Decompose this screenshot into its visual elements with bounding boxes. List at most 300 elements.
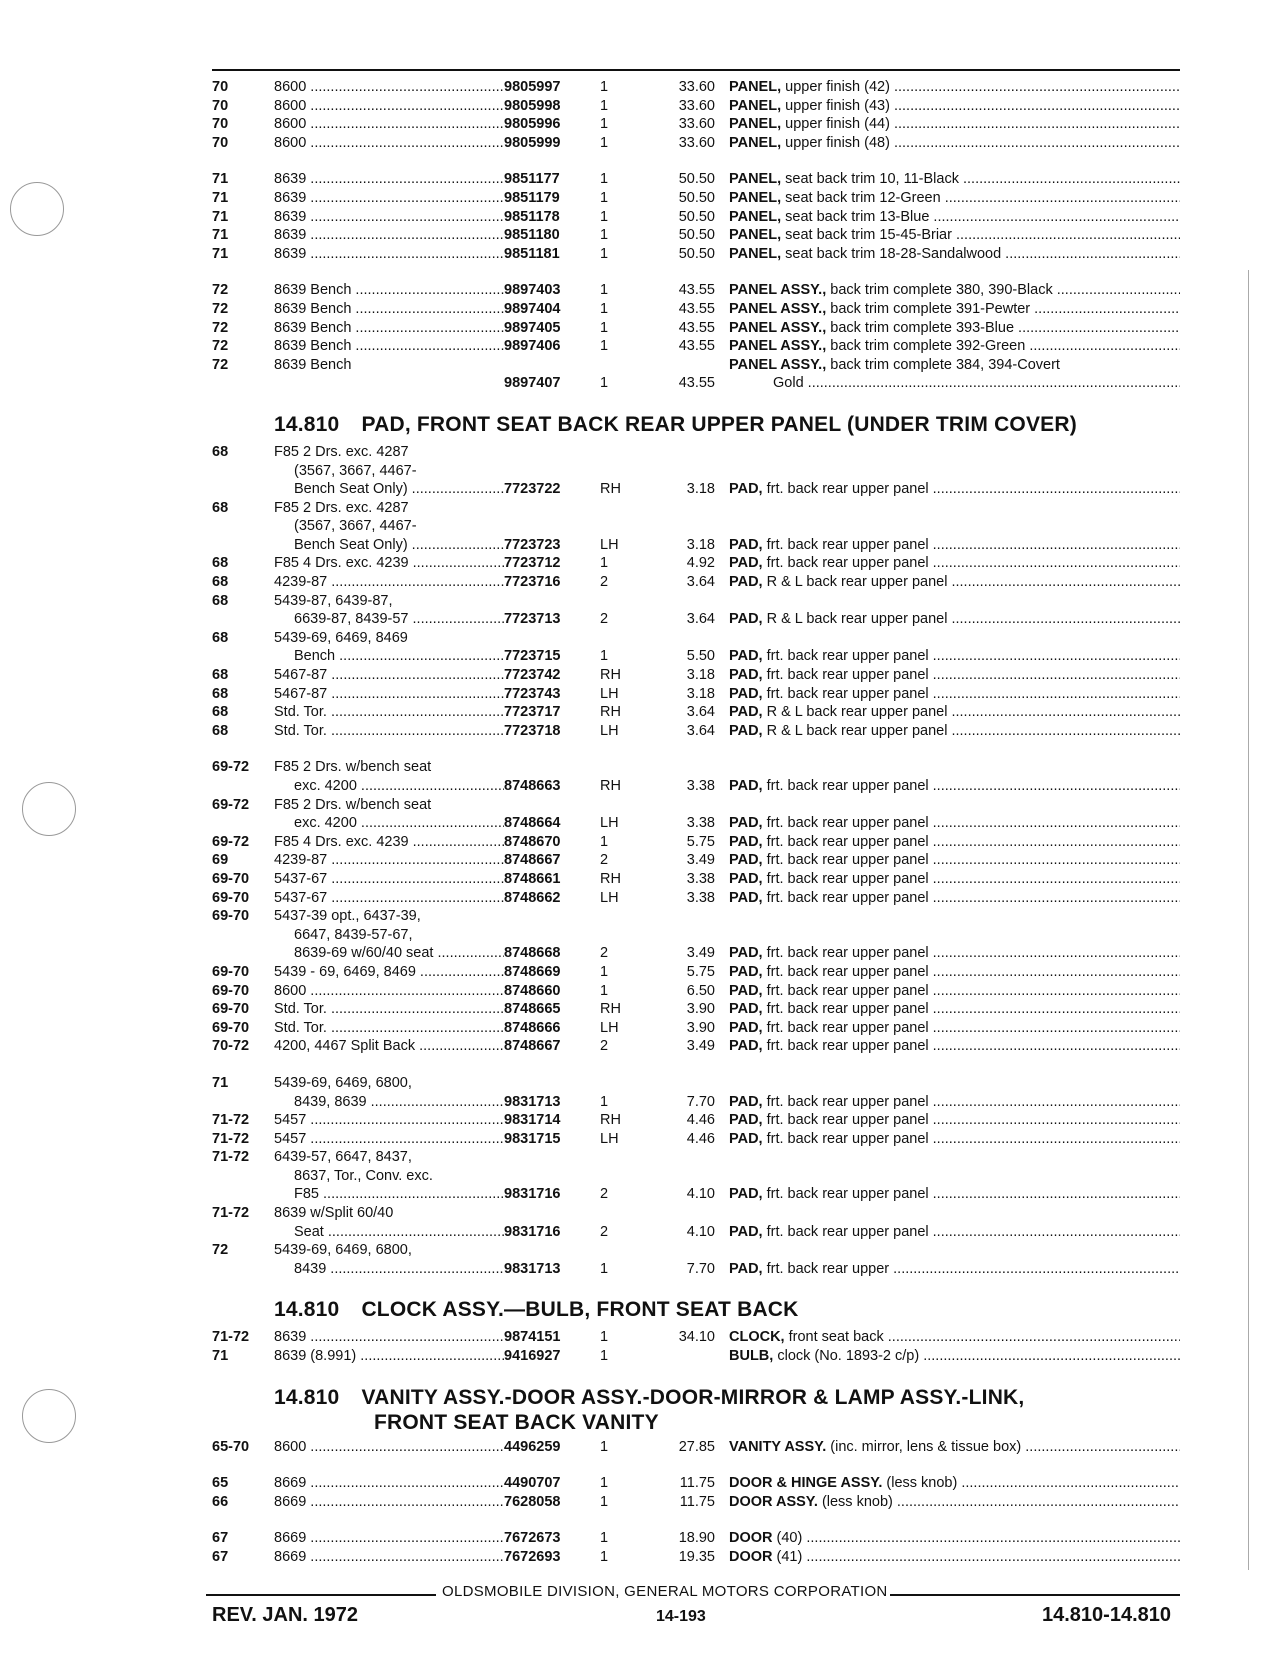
model-application [274, 1130, 504, 1149]
quantity [594, 796, 634, 815]
model-text: 8639 ..... [274, 1329, 504, 1345]
description-key: PANEL ASSY., [729, 300, 827, 317]
model-year: 69-70 [212, 889, 250, 906]
part-number [504, 1241, 594, 1260]
description-text: frt. back rear upper panel ..... [767, 815, 1180, 831]
table-row [212, 777, 1180, 796]
part-description [729, 1093, 1180, 1112]
model-application [274, 337, 504, 356]
model-application [274, 226, 504, 245]
model-year: 65 [212, 1475, 229, 1492]
table-row [212, 1529, 1180, 1548]
model-year [212, 1093, 274, 1112]
table-row [212, 1548, 1180, 1567]
table-row [212, 796, 1180, 815]
part-number: 9831714 [504, 1112, 561, 1129]
table-row [212, 1328, 1180, 1347]
model-application [274, 982, 504, 1001]
part-description [729, 170, 1180, 189]
entry-group [212, 1074, 1180, 1279]
section-title [212, 1384, 1180, 1434]
list-price [634, 517, 729, 536]
model-application [274, 592, 504, 611]
description-text: frt. back rear upper ..... [767, 1261, 1180, 1277]
description-text: back trim complete 380, 390-Black ..... [830, 282, 1180, 298]
list-price [634, 592, 729, 611]
part-number: 8748660 [504, 982, 561, 999]
model-text: 5467-87 ..... [274, 667, 504, 683]
model-text: 8639 ..... [274, 227, 504, 243]
description-key: PANEL, [729, 134, 782, 151]
footer-corporation: OLDSMOBILE DIVISION, GENERAL MOTORS CORPORATION [442, 1583, 888, 1600]
part-description [729, 1111, 1180, 1130]
part-description [729, 97, 1180, 116]
table-row [212, 1167, 1180, 1186]
model-application [274, 758, 504, 777]
quantity [594, 499, 634, 518]
part-description [729, 1223, 1180, 1242]
table-row [212, 319, 1180, 338]
table-row [212, 1474, 1180, 1493]
list-price [634, 1241, 729, 1260]
model-text: Seat ..... [294, 1224, 504, 1240]
list-price [634, 629, 729, 648]
model-text: 5457 ..... [274, 1112, 504, 1128]
quantity: 2 [600, 852, 609, 869]
list-price: 3.38 [686, 815, 715, 832]
part-number: 9805998 [504, 97, 561, 114]
part-number: 8748664 [504, 815, 561, 832]
model-text: (3567, 3667, 4467- [294, 518, 417, 535]
description-text: frt. back rear upper panel ..... [767, 1186, 1180, 1202]
list-price: 4.10 [686, 1186, 715, 1203]
list-price: 4.10 [686, 1223, 715, 1240]
part-number: 9805997 [504, 79, 561, 95]
description-text: frt. back rear upper panel ..... [767, 667, 1180, 683]
part-number: 9851180 [504, 227, 560, 244]
description-text: (40) ..... [777, 1530, 1180, 1546]
part-description [729, 926, 1180, 945]
description-key: DOOR [729, 1549, 773, 1565]
section-title-text: FRONT SEAT BACK VANITY [374, 1410, 659, 1434]
list-price [634, 443, 729, 462]
list-price: 3.90 [686, 1001, 715, 1018]
quantity: 2 [600, 611, 609, 628]
model-text: 8439, 8639 ..... [294, 1094, 504, 1110]
table-row [212, 982, 1180, 1001]
part-description [729, 78, 1180, 97]
description-key: PAD, [729, 945, 763, 962]
description-key: PAD, [729, 870, 763, 887]
table-row [212, 1148, 1180, 1167]
model-year: 71 [212, 1074, 229, 1091]
list-price: 50.50 [678, 171, 715, 188]
part-description [729, 115, 1180, 134]
part-number: 7723743 [504, 685, 561, 702]
part-description [729, 1548, 1180, 1567]
model-text: F85 4 Drs. exc. 4239 ..... [274, 834, 504, 850]
description-key: PANEL, [729, 189, 782, 206]
description-text: (inc. mirror, lens & tissue box) ..... [830, 1439, 1180, 1455]
table-row [212, 851, 1180, 870]
description-key: PAD, [729, 704, 763, 721]
quantity: 2 [600, 1038, 609, 1055]
list-price [634, 356, 729, 375]
entry-group [212, 281, 1180, 393]
model-text: Std. Tor. ..... [274, 1001, 504, 1017]
model-text: 8600 ..... [274, 116, 504, 132]
model-year: 71 [212, 1348, 229, 1365]
table-row [212, 443, 1180, 462]
part-number: 8748668 [504, 945, 561, 962]
model-year: 68 [212, 499, 229, 516]
model-application [274, 1037, 504, 1056]
model-text: Bench Seat Only) ..... [294, 537, 504, 553]
quantity: LH [600, 1019, 619, 1036]
entry-group [212, 1529, 1180, 1566]
description-key: DOOR [729, 1530, 773, 1547]
quantity: 1 [600, 282, 609, 299]
part-number: 7628058 [504, 1493, 561, 1510]
model-year: 67 [212, 1530, 229, 1547]
description-key: PANEL, [729, 171, 782, 188]
model-year [212, 1185, 274, 1204]
model-application [274, 245, 504, 264]
model-text: 4239-87 ..... [274, 574, 504, 590]
quantity: 1 [600, 1093, 609, 1110]
model-application [274, 208, 504, 227]
model-text: 4239-87 ..... [274, 852, 504, 868]
table-row [212, 1000, 1180, 1019]
part-number [504, 907, 594, 926]
description-key: PAD, [729, 982, 763, 999]
description-key: CLOCK, [729, 1329, 785, 1346]
model-text: 5439-69, 6469, 6800, [274, 1074, 412, 1091]
model-application [274, 870, 504, 889]
revision-date: REV. JAN. 1972 [212, 1604, 359, 1626]
quantity [594, 907, 634, 926]
description-text: frt. back rear upper panel ..... [767, 1038, 1180, 1054]
model-application [274, 170, 504, 189]
part-description [729, 1037, 1180, 1056]
model-year [212, 926, 274, 945]
model-year: 71 [212, 245, 229, 262]
part-number: 7723723 [504, 536, 561, 553]
binder-hole-middle [22, 782, 76, 836]
list-price: 7.70 [686, 1260, 715, 1277]
model-application [274, 1474, 504, 1493]
model-year: 69-70 [212, 963, 250, 980]
description-key: PAD, [729, 778, 763, 794]
model-application [274, 1148, 504, 1167]
model-text: 8600 ..... [274, 79, 504, 95]
model-year: 72 [212, 338, 229, 355]
description-text: R & L back rear upper panel ..... [767, 723, 1180, 739]
list-price: 19.35 [678, 1549, 715, 1565]
section-number: 14.810 [274, 412, 340, 436]
description-key: PAD, [729, 1001, 763, 1018]
model-application [274, 1347, 504, 1366]
description-text: seat back trim 10, 11-Black ..... [785, 171, 1180, 187]
model-application [274, 356, 504, 375]
table-row [212, 1241, 1180, 1260]
part-number: 8748669 [504, 963, 561, 980]
description-text: seat back trim 15-45-Briar ..... [785, 227, 1180, 243]
model-text: 5437-39 opt., 6437-39, [274, 908, 421, 925]
model-year [212, 517, 274, 536]
part-description [729, 1185, 1180, 1204]
part-number [504, 356, 594, 375]
description-key: PAD, [729, 815, 763, 832]
catalog-section [212, 78, 1180, 393]
quantity: 2 [600, 945, 609, 962]
model-year: 66 [212, 1493, 229, 1510]
part-description [729, 499, 1180, 518]
part-number: 9805996 [504, 116, 561, 133]
description-key: PAD, [729, 722, 763, 739]
list-price [634, 926, 729, 945]
table-row [212, 300, 1180, 319]
table-row [212, 592, 1180, 611]
quantity [594, 629, 634, 648]
part-description [729, 592, 1180, 611]
description-text: frt. back rear upper panel ..... [767, 890, 1180, 906]
quantity: 1 [600, 1475, 609, 1492]
model-text: 5467-87 ..... [274, 686, 504, 702]
model-application [274, 722, 504, 741]
description-key: PAD, [729, 1112, 763, 1129]
part-description [729, 796, 1180, 815]
list-price: 43.55 [678, 319, 715, 336]
model-application [274, 1185, 504, 1204]
model-year [212, 374, 274, 393]
table-row [212, 833, 1180, 852]
list-price: 3.38 [686, 889, 715, 906]
model-text: 8439 ..... [294, 1261, 504, 1277]
table-row [212, 907, 1180, 926]
part-description [729, 703, 1180, 722]
model-year: 70 [212, 116, 229, 133]
description-key: BULB, [729, 1348, 774, 1365]
model-application [274, 536, 504, 555]
model-application [274, 480, 504, 499]
table-row [212, 926, 1180, 945]
quantity [594, 517, 634, 536]
model-text: Std. Tor. ..... [274, 723, 504, 739]
model-text: F85 4 Drs. exc. 4239 ..... [274, 555, 504, 571]
part-description [729, 189, 1180, 208]
part-number: 7723717 [504, 704, 561, 721]
table-row [212, 337, 1180, 356]
model-text: 5439-69, 6469, 8469 [274, 629, 408, 646]
part-description [729, 281, 1180, 300]
model-year: 72 [212, 282, 229, 299]
list-price: 11.75 [679, 1493, 715, 1510]
model-application [274, 1328, 504, 1347]
model-year: 70-72 [212, 1038, 250, 1055]
list-price [634, 907, 729, 926]
part-description [729, 1438, 1180, 1457]
model-year: 65-70 [212, 1438, 250, 1455]
part-number: 7672693 [504, 1549, 561, 1565]
quantity: 1 [600, 79, 609, 95]
model-year: 71 [212, 208, 229, 225]
model-text: 8639 Bench [274, 356, 352, 373]
part-number [504, 926, 594, 945]
model-year: 69-70 [212, 982, 250, 999]
model-year: 69-70 [212, 908, 250, 925]
model-year: 69-70 [212, 870, 250, 887]
model-year: 68 [212, 685, 229, 702]
table-row [212, 814, 1180, 833]
model-year: 71 [212, 189, 229, 206]
model-text: 8639 Bench ..... [274, 320, 504, 336]
section-title-text: PAD, FRONT SEAT BACK REAR UPPER PANEL (UNDER TRIM COVER) [361, 412, 1077, 436]
table-row [212, 226, 1180, 245]
section-title [212, 1296, 1180, 1324]
part-number: 8748666 [504, 1019, 561, 1036]
part-description [729, 319, 1180, 338]
part-description [729, 610, 1180, 629]
description-text: seat back trim 12-Green ..... [785, 190, 1180, 206]
description-key: PANEL ASSY., [729, 356, 827, 373]
model-year: 67 [212, 1549, 229, 1565]
model-application [274, 573, 504, 592]
model-text: 5457 ..... [274, 1131, 504, 1147]
part-description [729, 1241, 1180, 1260]
description-key: PANEL, [729, 208, 782, 225]
table-row [212, 462, 1180, 481]
quantity: RH [600, 870, 621, 887]
model-application [274, 926, 504, 945]
list-price [634, 1148, 729, 1167]
part-number: 9874151 [504, 1329, 561, 1346]
quantity [594, 758, 634, 777]
model-application [274, 907, 504, 926]
model-text: Bench Seat Only) ..... [294, 481, 504, 497]
part-number: 8748662 [504, 889, 561, 906]
description-text: frt. back rear upper panel ..... [767, 648, 1180, 664]
description-text: frt. back rear upper panel ..... [767, 1094, 1180, 1110]
quantity [594, 1074, 634, 1093]
list-price: 43.55 [678, 375, 715, 392]
table-row [212, 78, 1180, 97]
table-row [212, 573, 1180, 592]
model-application [274, 1548, 504, 1567]
description-text: frt. back rear upper panel ..... [767, 778, 1180, 794]
model-application [274, 554, 504, 573]
list-price: 3.38 [686, 870, 715, 887]
table-row [212, 97, 1180, 116]
model-year: 71 [212, 171, 229, 188]
model-application [274, 796, 504, 815]
list-price: 3.49 [686, 1038, 715, 1055]
entry-group [212, 1474, 1180, 1511]
description-key: PAD, [729, 685, 763, 702]
model-year [212, 1260, 274, 1279]
list-price [634, 462, 729, 481]
table-row [212, 944, 1180, 963]
model-text: Bench ..... [294, 648, 504, 664]
section-reference: 14.810-14.810 [1041, 1604, 1171, 1626]
description-text: frt. back rear upper panel ..... [767, 964, 1180, 980]
model-application [274, 1111, 504, 1130]
model-year [212, 814, 274, 833]
model-application [274, 462, 504, 481]
quantity: 1 [600, 189, 609, 206]
part-number [504, 517, 594, 536]
table-row [212, 1204, 1180, 1223]
list-price: 5.50 [686, 648, 715, 665]
model-text: 6439-57, 6647, 8437, [274, 1149, 412, 1166]
model-year: 71-72 [212, 1130, 250, 1147]
quantity: 1 [600, 963, 609, 980]
list-price: 3.18 [686, 685, 715, 702]
quantity [594, 443, 634, 462]
description-key: PANEL, [729, 116, 782, 133]
part-description [729, 480, 1180, 499]
list-price [634, 1347, 729, 1366]
model-year [212, 647, 274, 666]
list-price: 7.70 [686, 1093, 715, 1110]
quantity: 1 [600, 319, 609, 336]
model-text: exc. 4200 ..... [294, 778, 504, 794]
binder-hole-top [10, 182, 64, 236]
part-description [729, 666, 1180, 685]
model-text: 8639 ..... [274, 209, 504, 225]
quantity: LH [600, 536, 619, 553]
model-application [274, 814, 504, 833]
list-price: 43.55 [678, 300, 715, 317]
part-number [504, 592, 594, 611]
section-title [212, 411, 1180, 439]
model-application [274, 703, 504, 722]
part-description [729, 443, 1180, 462]
part-number [504, 796, 594, 815]
part-number: 7723713 [504, 611, 561, 628]
quantity [594, 1204, 634, 1223]
list-price: 6.50 [686, 982, 715, 999]
quantity: 1 [600, 1260, 609, 1277]
table-row [212, 610, 1180, 629]
table-row [212, 1260, 1180, 1279]
table-row [212, 356, 1180, 375]
table-row [212, 722, 1180, 741]
table-row [212, 1493, 1180, 1512]
description-text: Gold ..... [773, 375, 1180, 391]
quantity: RH [600, 481, 621, 498]
part-description [729, 356, 1180, 375]
part-description [729, 647, 1180, 666]
quantity [594, 1241, 634, 1260]
model-text: 5439-87, 6439-87, [274, 592, 393, 609]
list-price: 3.64 [686, 722, 715, 739]
model-year: 68 [212, 574, 229, 591]
part-description [729, 982, 1180, 1001]
list-price: 5.75 [686, 963, 715, 980]
list-price: 33.60 [678, 134, 715, 151]
model-year: 69-70 [212, 1001, 250, 1018]
part-number: 9897407 [504, 375, 561, 392]
quantity: RH [600, 1001, 621, 1018]
part-number: 8748661 [504, 870, 561, 887]
model-text: 8600 ..... [274, 135, 504, 151]
quantity: 2 [600, 574, 609, 591]
part-number: 7723718 [504, 722, 561, 739]
model-application [274, 1241, 504, 1260]
part-description [729, 722, 1180, 741]
part-number: 9831713 [504, 1260, 561, 1277]
